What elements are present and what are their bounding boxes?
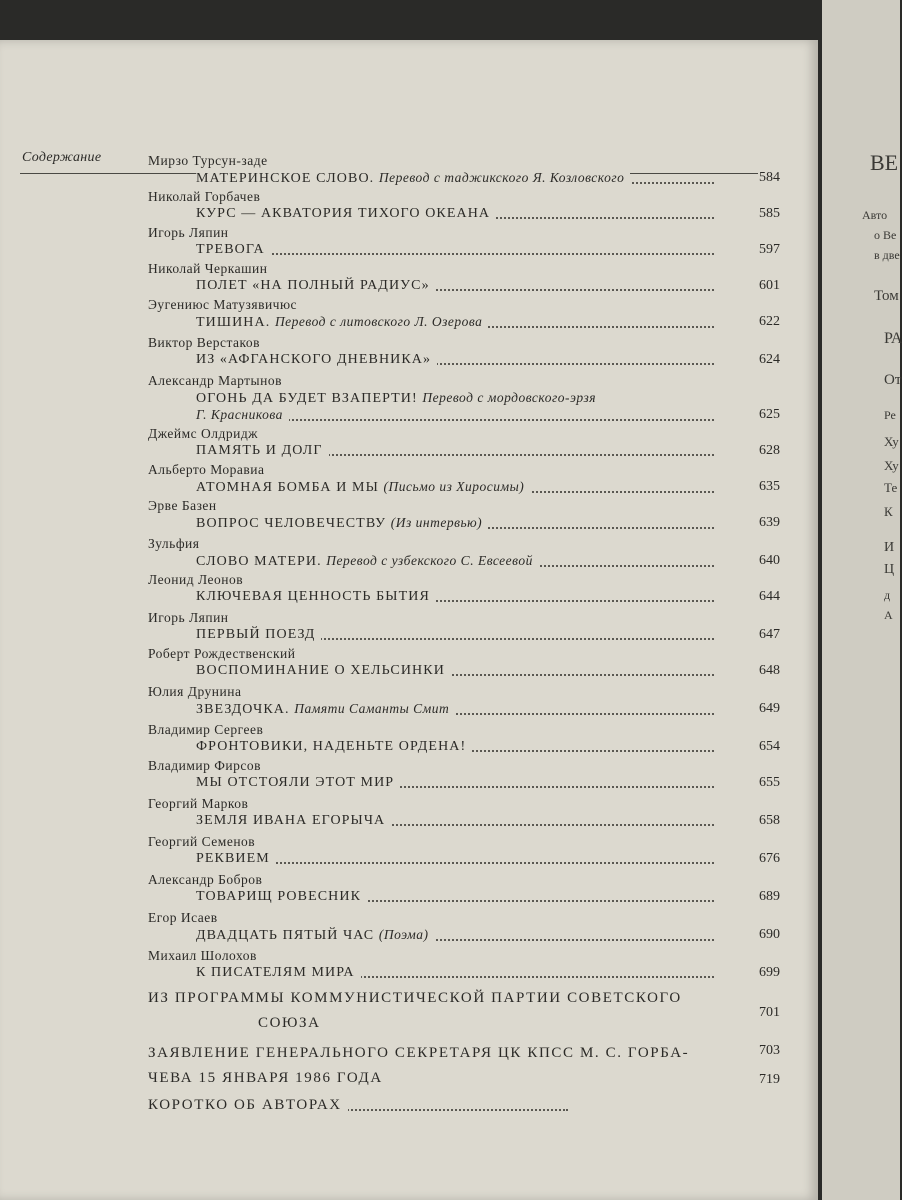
entry-author: Эрве Базен [148,498,217,513]
entry-title: КУРС — АКВАТОРИЯ ТИХОГО ОКЕАНА [196,206,491,221]
right-page-text-fragment: Том [874,288,899,304]
entry-author: Егор Исаев [148,910,218,925]
entry-author: Николай Горбачев [148,189,261,204]
entry-title-line [196,851,714,867]
entry-title: К ПИСАТЕЛЯМ МИРА [196,965,355,980]
entry-title: ФРОНТОВИКИ, НАДЕНЬТЕ ОРДЕНА! [196,739,467,754]
appendix-title-cont: ЧЕВА 15 ЯНВАРЯ 1986 ГОДА [148,1070,383,1086]
appendix-page-number: 701 [759,1005,780,1020]
entry-author: Юлия Друнина [148,684,242,699]
left-page [0,40,818,1200]
right-page-text-fragment: А [884,608,893,622]
entry-translation-note-cont: Г. Красникова [196,407,283,422]
running-head: Содержание [22,150,102,165]
entry-title-line [196,206,714,222]
entry-translation-note: (Письмо из Хиросимы) [383,479,525,494]
entry-title-line [196,589,714,605]
entry-title: ВОПРОС ЧЕЛОВЕЧЕСТВУ [196,516,387,531]
entry-title: КЛЮЧЕВАЯ ЦЕННОСТЬ БЫТИЯ [196,589,430,604]
entry-page-number: 585 [759,206,780,221]
entry-title: РЕКВИЕМ [196,851,270,866]
right-page-text-fragment: о Ве [874,228,897,242]
entry-title: ПЕРВЫЙ ПОЕЗД [196,627,316,642]
right-page-text-fragment: Ху [884,458,899,473]
appendix-title [148,1097,568,1114]
entry-title: ВОСПОМИНАНИЕ О ХЕЛЬСИНКИ [196,663,445,678]
right-page-text-fragment: И [884,540,895,555]
entry-author: Эугениюс Матузявичюс [148,297,298,312]
entry-title-line [196,390,714,407]
entry-title-line [196,278,714,294]
entry-page-number: 624 [759,352,780,367]
entry-page-number: 622 [759,314,780,329]
entry-title: СЛОВО МАТЕРИ. [196,554,322,569]
entry-title: МЫ ОТСТОЯЛИ ЭТОТ МИР [196,775,395,790]
entry-page-number: 635 [759,479,780,494]
right-page-text-fragment: Ху [884,434,899,449]
entry-title-line [196,701,714,718]
dot-leader [196,253,714,255]
right-page-text-fragment: Авто [862,208,888,222]
entry-page-number: 601 [759,278,780,293]
entry-translation-note: (Поэма) [378,927,429,942]
entry-title-line [196,965,714,981]
entry-author: Владимир Сергеев [148,722,264,737]
entry-page-number: 658 [759,813,780,828]
entry-title-line [196,889,714,905]
appendix-title: ЗАЯВЛЕНИЕ ГЕНЕРАЛЬНОГО СЕКРЕТАРЯ ЦК КПСС М. С. ГОРБА- [148,1045,690,1061]
entry-title: ЗЕМЛЯ ИВАНА ЕГОРЫЧА [196,813,386,828]
entry-page-number: 649 [759,701,780,716]
right-page-text-fragment: Ре [884,408,896,422]
right-page-text-fragment: Те [884,480,898,495]
entry-title-line [196,479,714,496]
entry-title-line [196,927,714,944]
appendix-title: ИЗ ПРОГРАММЫ КОММУНИСТИЧЕСКОЙ ПАРТИИ СОВЕТСКОГО [148,990,682,1006]
entry-title: ТИШИНА. [196,315,271,330]
entry-title-line [196,242,714,258]
appendix-title-cont: СОЮЗА [258,1015,321,1031]
entry-title: ТОВАРИЩ РОВЕСНИК [196,889,362,904]
entry-title-line [196,775,714,791]
entry-author: Александр Бобров [148,872,263,887]
entry-page-number: 640 [759,553,780,568]
appendix-page-number: 703 [759,1043,780,1058]
right-page-text-fragment: От [884,372,902,388]
entry-title-line [196,515,714,532]
entry-author: Мирзо Турсун-заде [148,153,268,168]
entry-author: Игорь Ляпин [148,225,229,240]
entry-page-number: 644 [759,589,780,604]
entry-author: Владимир Фирсов [148,758,261,773]
entry-translation-note: (Из интервью) [390,515,483,530]
right-page-text-fragment: К [884,504,893,519]
entry-page-number: 647 [759,627,780,642]
entry-title-line [196,627,714,643]
right-page-text-fragment: в две [874,248,900,262]
entry-author: Георгий Семенов [148,834,256,849]
entry-translation-note: Памяти Саманты Смит [294,701,450,716]
entry-author: Игорь Ляпин [148,610,229,625]
entry-title-line [196,443,714,459]
entry-page-number: 625 [759,407,780,422]
entry-title-line [196,407,714,424]
entry-page-number: 584 [759,170,780,185]
entry-title-line [196,170,714,187]
entry-translation-note: Перевод с таджикского Я. Козловского [378,170,625,185]
entry-title: ПАМЯТЬ И ДОЛГ [196,443,323,458]
entry-title-line [196,663,714,679]
entry-author: Александр Мартынов [148,373,282,388]
entry-title: ЗВЕЗДОЧКА. [196,702,290,717]
entry-translation-note: Перевод с литовского Л. Озерова [274,314,483,329]
appendix-page-number: 719 [759,1072,780,1087]
entry-author: Альберто Моравиа [148,462,265,477]
entry-title-line [196,739,714,755]
entry-translation-note: Перевод с мордовского-эрзя [422,390,597,405]
entry-title: ИЗ «АФГАНСКОГО ДНЕВНИКА» [196,352,432,367]
entry-title: МАТЕРИНСКОЕ СЛОВО. [196,171,375,186]
entry-author: Виктор Верстаков [148,335,260,350]
entry-title: АТОМНАЯ БОМБА И МЫ [196,480,379,495]
entry-page-number: 690 [759,927,780,942]
entry-translation-note: Перевод с узбекского С. Евсеевой [326,553,533,568]
entry-title-line [196,314,714,331]
entry-title-line [196,352,714,368]
entry-page-number: 655 [759,775,780,790]
entry-title: ТРЕВОГА [196,242,265,257]
entry-page-number: 639 [759,515,780,530]
right-page-edge [822,0,900,1200]
entry-title-line [196,553,714,570]
entry-author: Зульфия [148,536,200,551]
entry-author: Георгий Марков [148,796,249,811]
entry-author: Джеймс Олдридж [148,426,259,441]
entry-page-number: 689 [759,889,780,904]
entry-author: Николай Черкашин [148,261,268,276]
entry-page-number: 597 [759,242,780,257]
right-page-text-fragment: ВЕ [870,150,899,175]
entry-author: Михаил Шолохов [148,948,257,963]
entry-page-number: 648 [759,663,780,678]
entry-author: Леонид Леонов [148,572,244,587]
entry-page-number: 654 [759,739,780,754]
right-page-text-fragment: Ц [884,562,895,577]
entry-page-number: 699 [759,965,780,980]
entry-title: ОГОНЬ ДА БУДЕТ ВЗАПЕРТИ! [196,391,418,406]
entry-author: Роберт Рождественский [148,646,296,661]
right-page-text-fragment: д [884,588,891,602]
entry-page-number: 628 [759,443,780,458]
right-page-text-fragment: РА [884,330,902,347]
entry-page-number: 676 [759,851,780,866]
appendix-title-text: КОРОТКО ОБ АВТОРАХ [148,1097,342,1113]
entry-title-line [196,813,714,829]
entry-title: ПОЛЕТ «НА ПОЛНЫЙ РАДИУС» [196,278,430,293]
entry-title: ДВАДЦАТЬ ПЯТЫЙ ЧАС [196,928,375,943]
